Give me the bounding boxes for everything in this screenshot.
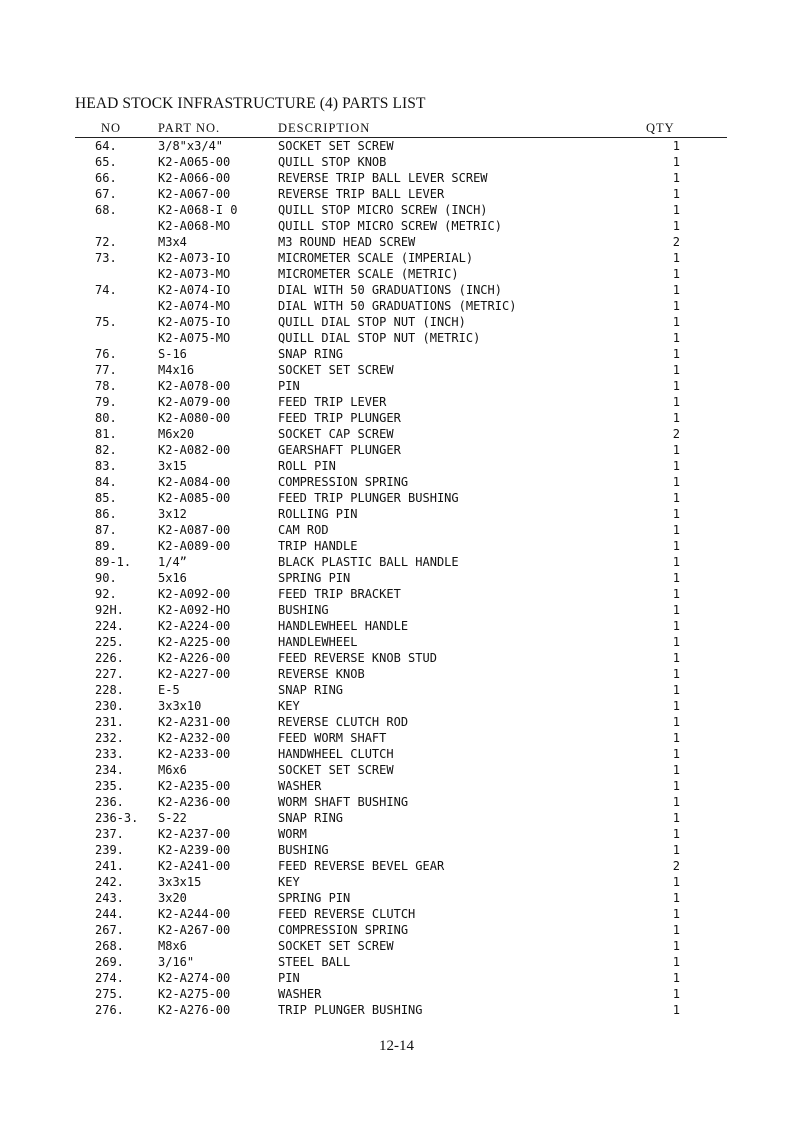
item-number: 244.: [95, 907, 124, 921]
part-number: K2-A226-00: [158, 651, 231, 665]
description: STEEL BALL: [278, 955, 351, 969]
part-number: E-5: [158, 683, 180, 697]
item-number: 79.: [95, 395, 117, 409]
quantity: 2: [672, 859, 680, 873]
description: SOCKET SET SCREW: [278, 139, 394, 153]
quantity: 1: [672, 203, 680, 217]
description: KEY: [278, 875, 300, 889]
table-row: [0, 922, 793, 938]
item-number: 66.: [95, 171, 117, 185]
table-row: [0, 778, 793, 794]
quantity: 1: [672, 347, 680, 361]
quantity: 1: [672, 603, 680, 617]
description: REVERSE TRIP BALL LEVER SCREW: [278, 171, 488, 185]
part-number: K2-A233-00: [158, 747, 231, 761]
part-number: K2-A078-00: [158, 379, 231, 393]
description: SNAP RING: [278, 347, 344, 361]
page-title: HEAD STOCK INFRASTRUCTURE (4) PARTS LIST: [75, 95, 426, 112]
quantity: 1: [672, 923, 680, 937]
item-number: 92.: [95, 587, 117, 601]
quantity: 1: [672, 315, 680, 329]
table-row: [0, 618, 793, 634]
part-number: K2-A075-MO: [158, 331, 231, 345]
table-row: [0, 874, 793, 890]
description: BUSHING: [278, 603, 329, 617]
table-row: [0, 458, 793, 474]
item-number: 275.: [95, 987, 124, 1001]
item-number: 86.: [95, 507, 117, 521]
item-number: 72.: [95, 235, 117, 249]
part-number: K2-A267-00: [158, 923, 231, 937]
description: TRIP HANDLE: [278, 539, 358, 553]
part-number: K2-A073-IO: [158, 251, 231, 265]
description: REVERSE TRIP BALL LEVER: [278, 187, 445, 201]
part-number: K2-A065-00: [158, 155, 231, 169]
part-number: K2-A235-00: [158, 779, 231, 793]
quantity: 1: [672, 939, 680, 953]
quantity: 1: [672, 171, 680, 185]
table-row: [0, 154, 793, 170]
table-row: [0, 522, 793, 538]
part-number: 3x3x10: [158, 699, 202, 713]
quantity: 1: [672, 571, 680, 585]
item-number: 87.: [95, 523, 117, 537]
part-number: K2-A239-00: [158, 843, 231, 857]
table-row: [0, 714, 793, 730]
description: SOCKET SET SCREW: [278, 939, 394, 953]
description: REVERSE KNOB: [278, 667, 365, 681]
part-number: K2-A276-00: [158, 1003, 231, 1017]
description: SOCKET CAP SCREW: [278, 427, 394, 441]
table-row: [0, 794, 793, 810]
description: WORM SHAFT BUSHING: [278, 795, 409, 809]
quantity: 2: [672, 235, 680, 249]
quantity: 1: [672, 395, 680, 409]
part-number: K2-A275-00: [158, 987, 231, 1001]
table-row: [0, 250, 793, 266]
part-number: K2-A227-00: [158, 667, 231, 681]
table-row: [0, 410, 793, 426]
part-number: K2-A068-MO: [158, 219, 231, 233]
description: COMPRESSION SPRING: [278, 923, 409, 937]
quantity: 1: [672, 155, 680, 169]
part-number: M4x16: [158, 363, 195, 377]
page-number: 12-14: [379, 1038, 414, 1054]
quantity: 1: [672, 555, 680, 569]
part-number: K2-A225-00: [158, 635, 231, 649]
item-number: 235.: [95, 779, 124, 793]
table-row: [0, 954, 793, 970]
item-number: 230.: [95, 699, 124, 713]
part-number: 3x15: [158, 459, 187, 473]
part-number: K2-A073-MO: [158, 267, 231, 281]
table-row: [0, 234, 793, 250]
quantity: 1: [672, 635, 680, 649]
quantity: 1: [672, 699, 680, 713]
description: DIAL WITH 50 GRADUATIONS (INCH): [278, 283, 502, 297]
description: WASHER: [278, 987, 322, 1001]
table-row: [0, 330, 793, 346]
quantity: 1: [672, 219, 680, 233]
table-row: [0, 314, 793, 330]
part-number: K2-A082-00: [158, 443, 231, 457]
table-row: [0, 554, 793, 570]
quantity: 1: [672, 539, 680, 553]
quantity: 1: [672, 523, 680, 537]
description: ROLLING PIN: [278, 507, 358, 521]
part-number: 3x20: [158, 891, 187, 905]
description: QUILL DIAL STOP NUT (INCH): [278, 315, 466, 329]
description: QUILL STOP MICRO SCREW (INCH): [278, 203, 488, 217]
table-row: [0, 586, 793, 602]
item-number: 65.: [95, 155, 117, 169]
item-number: 269.: [95, 955, 124, 969]
quantity: 1: [672, 299, 680, 313]
part-number: M6x20: [158, 427, 195, 441]
quantity: 1: [672, 683, 680, 697]
description: QUILL STOP KNOB: [278, 155, 387, 169]
column-header-description: DESCRIPTION: [278, 121, 371, 135]
quantity: 2: [672, 427, 680, 441]
quantity: 1: [672, 667, 680, 681]
part-number: 3x12: [158, 507, 187, 521]
item-number: 236-3.: [95, 811, 139, 825]
item-number: 268.: [95, 939, 124, 953]
item-number: 92H.: [95, 603, 124, 617]
table-row: [0, 842, 793, 858]
description: CAM ROD: [278, 523, 329, 537]
part-number: K2-A237-00: [158, 827, 231, 841]
quantity: 1: [672, 811, 680, 825]
part-number: K2-A080-00: [158, 411, 231, 425]
part-number: K2-A085-00: [158, 491, 231, 505]
item-number: 90.: [95, 571, 117, 585]
part-number: S-16: [158, 347, 187, 361]
table-row: [0, 266, 793, 282]
quantity: 1: [672, 443, 680, 457]
column-header-part-no: PART NO.: [158, 121, 221, 135]
table-row: [0, 362, 793, 378]
quantity: 1: [672, 971, 680, 985]
table-row: [0, 826, 793, 842]
item-number: 237.: [95, 827, 124, 841]
part-number: K2-A079-00: [158, 395, 231, 409]
table-row: [0, 986, 793, 1002]
quantity: 1: [672, 187, 680, 201]
table-row: [0, 394, 793, 410]
table-row: [0, 938, 793, 954]
item-number: 232.: [95, 731, 124, 745]
description: SPRING PIN: [278, 891, 351, 905]
description: PIN: [278, 971, 300, 985]
part-number: K2-A236-00: [158, 795, 231, 809]
description: SNAP RING: [278, 811, 344, 825]
description: SNAP RING: [278, 683, 344, 697]
description: FEED REVERSE CLUTCH: [278, 907, 416, 921]
part-number: K2-A244-00: [158, 907, 231, 921]
description: HANDLEWHEEL: [278, 635, 358, 649]
item-number: 85.: [95, 491, 117, 505]
part-number: M8x6: [158, 939, 187, 953]
table-row: [0, 170, 793, 186]
description: SOCKET SET SCREW: [278, 763, 394, 777]
table-row: [0, 1002, 793, 1018]
part-number: K2-A075-IO: [158, 315, 231, 329]
quantity: 1: [672, 379, 680, 393]
table-row: [0, 442, 793, 458]
item-number: 243.: [95, 891, 124, 905]
description: WORM: [278, 827, 307, 841]
part-number: K2-A087-00: [158, 523, 231, 537]
part-number: K2-A274-00: [158, 971, 231, 985]
quantity: 1: [672, 827, 680, 841]
item-number: 84.: [95, 475, 117, 489]
item-number: 276.: [95, 1003, 124, 1017]
item-number: 224.: [95, 619, 124, 633]
part-number: K2-A067-00: [158, 187, 231, 201]
description: M3 ROUND HEAD SCREW: [278, 235, 416, 249]
description: FEED REVERSE BEVEL GEAR: [278, 859, 445, 873]
table-row: [0, 474, 793, 490]
description: SPRING PIN: [278, 571, 351, 585]
part-number: K2-A074-MO: [158, 299, 231, 313]
table-row: [0, 634, 793, 650]
description: BUSHING: [278, 843, 329, 857]
part-number: K2-A232-00: [158, 731, 231, 745]
part-number: 5x16: [158, 571, 187, 585]
table-row: [0, 202, 793, 218]
item-number: 89-1.: [95, 555, 132, 569]
quantity: 1: [672, 843, 680, 857]
item-number: 227.: [95, 667, 124, 681]
quantity: 1: [672, 475, 680, 489]
part-number: K2-A089-00: [158, 539, 231, 553]
quantity: 1: [672, 731, 680, 745]
part-number: K2-A092-HO: [158, 603, 231, 617]
table-row: [0, 906, 793, 922]
item-number: 236.: [95, 795, 124, 809]
description: FEED TRIP PLUNGER BUSHING: [278, 491, 459, 505]
item-number: 239.: [95, 843, 124, 857]
item-number: 82.: [95, 443, 117, 457]
quantity: 1: [672, 795, 680, 809]
item-number: 242.: [95, 875, 124, 889]
item-number: 233.: [95, 747, 124, 761]
description: HANDLEWHEEL HANDLE: [278, 619, 409, 633]
table-row: [0, 218, 793, 234]
table-row: [0, 426, 793, 442]
part-number: M3x4: [158, 235, 187, 249]
part-number: K2-A241-00: [158, 859, 231, 873]
quantity: 1: [672, 715, 680, 729]
table-row: [0, 762, 793, 778]
table-row: [0, 538, 793, 554]
description: ROLL PIN: [278, 459, 336, 473]
item-number: 73.: [95, 251, 117, 265]
parts-table: [0, 138, 793, 1018]
part-number: K2-A066-00: [158, 171, 231, 185]
description: FEED TRIP PLUNGER: [278, 411, 401, 425]
item-number: 64.: [95, 139, 117, 153]
description: WASHER: [278, 779, 322, 793]
description: TRIP PLUNGER BUSHING: [278, 1003, 423, 1017]
item-number: 241.: [95, 859, 124, 873]
item-number: 274.: [95, 971, 124, 985]
item-number: 78.: [95, 379, 117, 393]
item-number: 89.: [95, 539, 117, 553]
table-row: [0, 698, 793, 714]
description: FEED WORM SHAFT: [278, 731, 387, 745]
quantity: 1: [672, 459, 680, 473]
item-number: 68.: [95, 203, 117, 217]
quantity: 1: [672, 363, 680, 377]
description: COMPRESSION SPRING: [278, 475, 409, 489]
description: FEED TRIP BRACKET: [278, 587, 401, 601]
table-row: [0, 730, 793, 746]
quantity: 1: [672, 619, 680, 633]
table-row: [0, 282, 793, 298]
item-number: 76.: [95, 347, 117, 361]
quantity: 1: [672, 1003, 680, 1017]
quantity: 1: [672, 507, 680, 521]
table-row: [0, 858, 793, 874]
description: PIN: [278, 379, 300, 393]
quantity: 1: [672, 747, 680, 761]
table-row: [0, 186, 793, 202]
column-header-no: NO: [101, 121, 122, 135]
quantity: 1: [672, 491, 680, 505]
part-number: 3x3x15: [158, 875, 202, 889]
quantity: 1: [672, 651, 680, 665]
quantity: 1: [672, 411, 680, 425]
table-row: [0, 970, 793, 986]
item-number: 81.: [95, 427, 117, 441]
table-row: [0, 810, 793, 826]
table-row: [0, 570, 793, 586]
item-number: 67.: [95, 187, 117, 201]
part-number: K2-A224-00: [158, 619, 231, 633]
description: QUILL DIAL STOP NUT (METRIC): [278, 331, 481, 345]
quantity: 1: [672, 587, 680, 601]
quantity: 1: [672, 763, 680, 777]
table-row: [0, 298, 793, 314]
description: BLACK PLASTIC BALL HANDLE: [278, 555, 459, 569]
item-number: 267.: [95, 923, 124, 937]
part-number: S-22: [158, 811, 187, 825]
part-number: K2-A084-00: [158, 475, 231, 489]
description: QUILL STOP MICRO SCREW (METRIC): [278, 219, 502, 233]
table-row: [0, 890, 793, 906]
table-header: [0, 121, 793, 137]
quantity: 1: [672, 907, 680, 921]
table-row: [0, 490, 793, 506]
description: HANDWHEEL CLUTCH: [278, 747, 394, 761]
quantity: 1: [672, 267, 680, 281]
table-row: [0, 138, 793, 154]
quantity: 1: [672, 891, 680, 905]
table-row: [0, 346, 793, 362]
description: DIAL WITH 50 GRADUATIONS (METRIC): [278, 299, 517, 313]
part-number: K2-A092-00: [158, 587, 231, 601]
part-number: 3/8"x3/4": [158, 139, 224, 153]
table-row: [0, 650, 793, 666]
quantity: 1: [672, 331, 680, 345]
item-number: 231.: [95, 715, 124, 729]
description: MICROMETER SCALE (IMPERIAL): [278, 251, 474, 265]
item-number: 80.: [95, 411, 117, 425]
table-row: [0, 378, 793, 394]
quantity: 1: [672, 875, 680, 889]
description: KEY: [278, 699, 300, 713]
part-number: K2-A068-I 0: [158, 203, 238, 217]
table-row: [0, 682, 793, 698]
table-row: [0, 602, 793, 618]
item-number: 228.: [95, 683, 124, 697]
quantity: 1: [672, 779, 680, 793]
column-header-qty: QTY: [646, 121, 675, 135]
table-row: [0, 506, 793, 522]
quantity: 1: [672, 251, 680, 265]
description: REVERSE CLUTCH ROD: [278, 715, 409, 729]
description: FEED REVERSE KNOB STUD: [278, 651, 437, 665]
item-number: 77.: [95, 363, 117, 377]
item-number: 226.: [95, 651, 124, 665]
part-number: 1/4”: [158, 555, 187, 569]
quantity: 1: [672, 987, 680, 1001]
description: SOCKET SET SCREW: [278, 363, 394, 377]
item-number: 83.: [95, 459, 117, 473]
description: MICROMETER SCALE (METRIC): [278, 267, 459, 281]
table-row: [0, 666, 793, 682]
part-number: M6x6: [158, 763, 187, 777]
quantity: 1: [672, 955, 680, 969]
item-number: 75.: [95, 315, 117, 329]
part-number: K2-A074-IO: [158, 283, 231, 297]
part-number: 3/16": [158, 955, 195, 969]
item-number: 225.: [95, 635, 124, 649]
table-row: [0, 746, 793, 762]
quantity: 1: [672, 283, 680, 297]
description: FEED TRIP LEVER: [278, 395, 387, 409]
item-number: 74.: [95, 283, 117, 297]
description: GEARSHAFT PLUNGER: [278, 443, 401, 457]
item-number: 234.: [95, 763, 124, 777]
part-number: K2-A231-00: [158, 715, 231, 729]
quantity: 1: [672, 139, 680, 153]
